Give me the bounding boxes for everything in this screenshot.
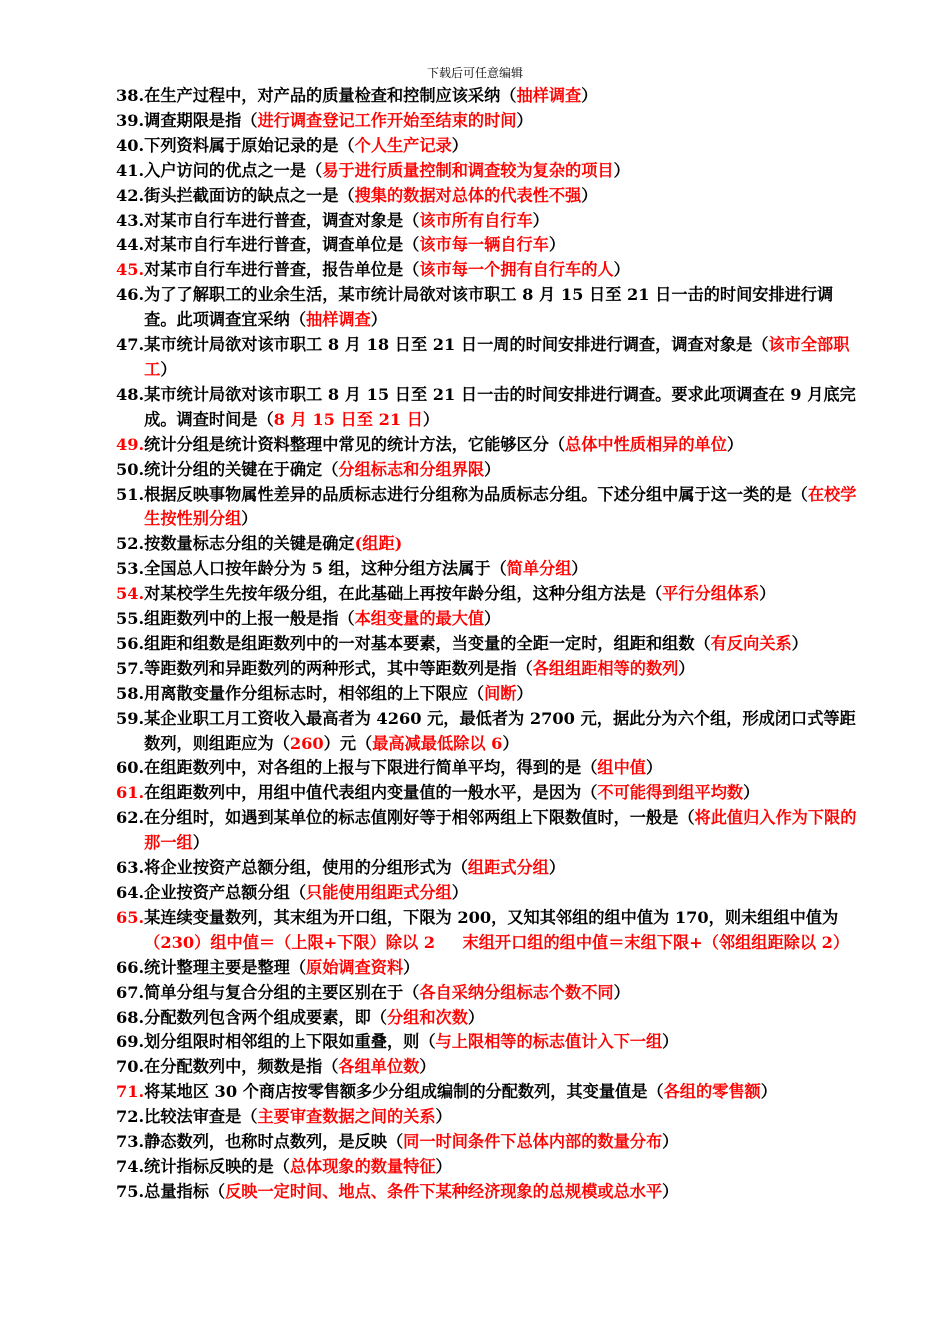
question-number: 52.	[116, 534, 145, 554]
question-text	[144, 806, 864, 856]
question-number: 57.	[116, 658, 145, 678]
question-tail: ）	[241, 509, 258, 529]
question-tail: ）	[532, 210, 549, 230]
question-number: 51.	[116, 484, 145, 504]
question-tail: ）元（	[323, 733, 373, 753]
answer-text: 抽样调查	[306, 310, 371, 330]
question-number: 48.	[116, 384, 145, 404]
answer-text: 260	[289, 733, 324, 753]
question-tail: ）	[484, 609, 501, 629]
question-number: 53.	[116, 559, 145, 579]
question-stem: 用离散变量作分组标志时，相邻组的上下限应（	[144, 683, 485, 703]
question-text	[144, 383, 864, 433]
question-stem: 统计分组的关键在于确定（	[144, 459, 339, 479]
question-text	[144, 881, 864, 906]
question-tail: ）	[678, 658, 695, 678]
answer-text: （230）组中值＝（上限+下限）除以 2 末组开口组的组中值＝末组下限+（邻组组距除以 2）	[144, 932, 850, 952]
question-stem: 比较法审查是（	[144, 1107, 258, 1127]
answer-text: 组中值	[597, 758, 646, 778]
question-tail: ）	[548, 235, 566, 255]
question-text	[144, 632, 864, 657]
question-tail: ）	[662, 1181, 679, 1201]
question-tail: ）	[571, 559, 588, 579]
question-text	[144, 682, 864, 707]
question-stem: 入户访问的优点之一是（	[144, 160, 323, 180]
question-item	[116, 1006, 864, 1031]
question-tail: ）	[645, 758, 663, 778]
question-item	[116, 607, 864, 632]
question-tail: ）	[759, 584, 776, 604]
question-text	[144, 258, 864, 283]
question-item	[116, 1030, 864, 1055]
question-stem: 对某校学生先按年级分组，在此基础上再按年龄分组，这种分组方法是（	[144, 584, 663, 604]
question-tail: ）	[726, 434, 744, 454]
question-number: 46.	[116, 285, 145, 305]
question-stem: 下列资料属于原始记录的是（	[144, 135, 355, 155]
question-text	[144, 1155, 864, 1180]
question-stem: 静态数列，也称时点数列，是反映（	[144, 1132, 404, 1152]
question-text	[144, 906, 864, 956]
question-item	[116, 981, 864, 1006]
question-stem: 将企业按资产总额分组，使用的分组形式为（	[144, 858, 468, 878]
question-item	[116, 134, 864, 159]
page-header: 下载后可任意编辑	[426, 66, 523, 80]
question-item	[116, 707, 864, 757]
question-text	[144, 781, 864, 806]
question-number: 56.	[116, 633, 145, 653]
question-stem: 调查期限是指（	[144, 110, 258, 130]
question-number: 60.	[116, 758, 145, 778]
question-text	[144, 159, 864, 184]
question-number: 61.	[116, 783, 145, 803]
answer-text: (组距)	[354, 534, 403, 554]
question-stem: 对某市自行车进行普查，报告单位是（	[144, 260, 420, 280]
question-number: 67.	[116, 982, 145, 1002]
question-text	[144, 283, 864, 333]
question-tail: ）	[435, 1156, 452, 1176]
question-text	[144, 1130, 864, 1155]
question-text	[144, 233, 864, 258]
question-number: 43.	[116, 210, 145, 230]
question-item	[116, 109, 864, 134]
question-tail: ）	[760, 1082, 777, 1102]
question-tail: ）	[662, 1132, 679, 1152]
question-item	[116, 582, 864, 607]
question-item	[116, 1130, 864, 1155]
answer-text: 简单分组	[506, 559, 572, 579]
question-stem: 企业按资产总额分组（	[144, 883, 307, 902]
question-number: 55.	[116, 609, 145, 629]
question-stem: 对某市自行车进行普查，调查对象是（	[144, 210, 420, 230]
question-item	[116, 458, 864, 483]
question-item	[116, 1055, 864, 1080]
question-tail: ）	[613, 160, 630, 180]
question-number: 64.	[116, 883, 145, 902]
question-text	[144, 1055, 864, 1080]
answer-text: 个人生产记录	[354, 135, 452, 155]
question-item	[116, 881, 864, 906]
question-stem: 简单分组与复合分组的主要区别在于（	[144, 982, 420, 1002]
question-number: 62.	[116, 808, 145, 828]
question-stem: 统计分组是统计资料整理中常见的统计方法，它能够区分（	[144, 434, 566, 454]
question-text	[144, 458, 864, 483]
question-tail: ）	[419, 1057, 436, 1077]
answer-text: 不可能得到组平均数	[597, 783, 744, 803]
question-text	[144, 1030, 864, 1055]
question-tail: ）	[743, 783, 760, 803]
question-number: 70.	[116, 1057, 145, 1077]
answer-text: 各自采纳分组标志个数不同	[419, 982, 614, 1002]
question-stem: 街头拦截面访的缺点之一是（	[144, 185, 355, 205]
question-item	[116, 856, 864, 881]
question-number: 73.	[116, 1132, 145, 1152]
question-stem: 将某地区 30 个商店按零售额多少分组成编制的分配数列，其变量值是（	[144, 1082, 664, 1102]
question-stem: 按数量标志分组的关键是确定	[144, 534, 355, 554]
question-tail: ）	[422, 409, 440, 429]
answer-text: 主要审查数据之间的关系	[257, 1107, 436, 1127]
question-item	[116, 333, 864, 383]
question-item	[116, 1155, 864, 1180]
question-stem: 总量指标（	[144, 1181, 226, 1201]
answer-text: 反映一定时间、地点、条件下某种经济现象的总规模或总水平	[225, 1181, 663, 1201]
question-item	[116, 209, 864, 234]
question-text	[144, 582, 864, 607]
answer-text: 最高减最低除以 6	[372, 733, 503, 753]
question-number: 66.	[116, 957, 145, 977]
question-text	[144, 1006, 864, 1031]
question-text	[144, 333, 864, 383]
question-item	[116, 806, 864, 856]
question-tail: ）	[516, 683, 533, 703]
question-stem: 在组距数列中，对各组的上报与下限进行简单平均，得到的是（	[144, 758, 598, 778]
question-tail: ）	[613, 260, 630, 280]
question-item	[116, 632, 864, 657]
question-item	[116, 283, 864, 333]
question-number: 49.	[116, 434, 145, 454]
answer-text: 只能使用组距式分组	[306, 883, 452, 902]
question-text	[144, 84, 864, 109]
question-text	[144, 707, 864, 757]
question-item	[116, 682, 864, 707]
question-text	[144, 981, 864, 1006]
question-stem: 在生产过程中，对产品的质量检查和控制应该采纳（	[144, 86, 517, 105]
question-text	[144, 557, 864, 582]
question-item	[116, 906, 864, 956]
question-text	[144, 607, 864, 632]
question-text	[144, 184, 864, 209]
question-item	[116, 781, 864, 806]
answer-text: 易于进行质量控制和调查较为复杂的项目	[322, 160, 614, 180]
question-stem: 统计指标反映的是（	[144, 1156, 290, 1176]
question-item	[116, 383, 864, 433]
answer-text: 与上限相等的标志值计入下一组	[435, 1032, 663, 1052]
question-number: 50.	[116, 459, 145, 479]
question-item	[116, 1180, 864, 1205]
answer-text: 各组单位数	[338, 1057, 420, 1077]
question-stem: 分配数列包含两个组成要素，即（	[144, 1007, 387, 1027]
question-number: 74.	[116, 1156, 145, 1176]
question-tail: ）	[791, 633, 808, 653]
question-number: 47.	[116, 335, 145, 355]
question-number: 69.	[116, 1032, 145, 1052]
answer-text: 抽样调查	[516, 86, 582, 105]
question-text	[144, 209, 864, 234]
question-tail: ）	[192, 833, 209, 853]
question-text	[144, 1180, 864, 1205]
question-text	[144, 756, 864, 781]
question-number: 71.	[116, 1082, 145, 1102]
answer-text: 该市每一辆自行车	[419, 235, 549, 255]
question-tail: ）	[516, 110, 533, 130]
question-item	[116, 258, 864, 283]
answer-text: 本组变量的最大值	[354, 609, 485, 629]
question-item	[116, 532, 864, 557]
question-tail: ）	[484, 459, 501, 479]
question-tail: ）	[451, 883, 468, 902]
question-tail: ）	[662, 1032, 679, 1052]
question-stem: 根据反映事物属性差异的品质标志进行分组称为品质标志分组。下述分组中属于这一类的是（	[144, 484, 808, 504]
question-item	[116, 233, 864, 258]
answer-text: 分组和次数	[386, 1007, 468, 1027]
question-number: 65.	[116, 907, 145, 927]
question-stem: 在分组时，如遇到某单位的标志值刚好等于相邻两组上下限数值时，一般是（	[144, 808, 695, 828]
question-number: 42.	[116, 185, 145, 205]
question-number: 38.	[116, 86, 145, 105]
question-tail: ）	[435, 1107, 452, 1127]
question-tail: ）	[370, 310, 387, 330]
answer-text: 平行分组体系	[662, 584, 760, 604]
question-tail: ）	[548, 858, 566, 878]
question-item	[116, 84, 864, 109]
question-text	[144, 483, 864, 533]
question-stem: 某市统计局欲对该市职工 8 月 15 日至 21 日一击的时间安排进行调查。要求此项调查在 9 月底完成。调查时间是（	[144, 384, 856, 429]
question-number: 75.	[116, 1181, 145, 1201]
question-stem: 在分配数列中，频数是指（	[144, 1057, 339, 1077]
question-item	[116, 756, 864, 781]
question-stem: 在组距数列中，用组中值代表组内变量值的一般水平，是因为（	[144, 783, 598, 803]
question-item	[116, 1105, 864, 1130]
question-item	[116, 433, 864, 458]
question-stem: 全国总人口按年龄分为 5 组，这种分组方法属于（	[144, 559, 507, 579]
answer-text: 同一时间条件下总体内部的数量分布	[403, 1132, 663, 1152]
answer-text: 组距式分组	[467, 858, 549, 878]
question-stem: 某企业职工月工资收入最高者为 4260 元，最低者为 2700 元，据此分为六个组，形成闭口式等距数列，则组距应为（	[144, 708, 856, 753]
question-item	[116, 483, 864, 533]
question-item	[116, 557, 864, 582]
answer-text: 总体现象的数量特征	[289, 1156, 436, 1176]
question-item	[116, 159, 864, 184]
question-tail: ）	[581, 86, 598, 105]
question-item	[116, 184, 864, 209]
question-stem: 组距数列中的上报一般是指（	[144, 609, 355, 629]
question-tail: ）	[502, 733, 519, 753]
question-tail: ）	[613, 982, 630, 1002]
question-tail: ）	[467, 1007, 485, 1027]
question-number: 45.	[116, 260, 145, 280]
question-text	[144, 134, 864, 159]
answer-text: 各组组距相等的数列	[532, 658, 679, 678]
question-text	[144, 856, 864, 881]
question-stem: 划分组限时相邻组的上下限如重叠，则（	[144, 1032, 436, 1052]
answer-text: 该市所有自行车	[419, 210, 533, 230]
answer-text: 原始调查资料	[306, 957, 404, 977]
question-number: 58.	[116, 683, 145, 703]
question-number: 41.	[116, 160, 145, 180]
question-item	[116, 956, 864, 981]
question-tail: ）	[581, 185, 598, 205]
question-number: 39.	[116, 110, 145, 130]
question-text	[144, 532, 864, 557]
question-item	[116, 1080, 864, 1105]
answer-text: 8 月 15 日至 21 日	[273, 409, 423, 429]
question-stem: 某市统计局欲对该市职工 8 月 18 日至 21 日一周的时间安排进行调查，调查对象是（	[144, 335, 769, 355]
question-stem: 某连续变量数列，其末组为开口组，下限为 200，又知其邻组的组中值为 170，则未组组中值为	[144, 907, 839, 927]
answer-text: 将此值归入作为下限的那一组	[144, 808, 857, 853]
answer-text: 该市全部职工	[144, 335, 850, 379]
question-text	[144, 433, 864, 458]
question-text	[144, 1080, 864, 1105]
answer-text: 总体中性质相异的单位	[565, 434, 727, 454]
question-stem: 等距数列和异距数列的两种形式，其中等距数列是指（	[144, 658, 533, 678]
question-stem: 为了了解职工的业余生活，某市统计局欲对该市职工 8 月 15 日至 21 日一击的时间安排进行调查。此项调查宜采纳（	[144, 285, 834, 330]
question-number: 44.	[116, 235, 145, 255]
question-number: 59.	[116, 708, 145, 728]
question-number: 40.	[116, 135, 145, 155]
question-text	[144, 956, 864, 981]
question-number: 68.	[116, 1007, 145, 1027]
answer-text: 间断	[484, 683, 517, 703]
answer-text: 该市每一个拥有自行车的人	[419, 260, 614, 280]
answer-text: 各组的零售额	[663, 1082, 761, 1102]
question-list	[116, 84, 864, 1205]
question-number: 72.	[116, 1107, 145, 1127]
question-text	[144, 109, 864, 134]
question-number: 63.	[116, 858, 145, 878]
question-text	[144, 1105, 864, 1130]
answer-text: 有反向关系	[710, 633, 792, 653]
answer-text: 在校学生按性别分组	[144, 484, 857, 529]
answer-text: 搜集的数据对总体的代表性不强	[354, 185, 582, 205]
question-stem: 对某市自行车进行普查，调查单位是（	[144, 235, 420, 255]
question-stem: 组距和组数是组距数列中的一对基本要素，当变量的全距一定时，组距和组数（	[144, 633, 711, 653]
question-tail: ）	[160, 359, 177, 379]
question-item	[116, 657, 864, 682]
answer-text: 分组标志和分组界限	[338, 459, 485, 479]
question-tail: ）	[451, 135, 468, 155]
question-tail: ）	[403, 957, 420, 977]
question-stem: 统计整理主要是整理（	[144, 957, 307, 977]
answer-text: 进行调查登记工作开始至结束的时间	[257, 110, 517, 130]
question-number: 54.	[116, 584, 145, 604]
question-text	[144, 657, 864, 682]
